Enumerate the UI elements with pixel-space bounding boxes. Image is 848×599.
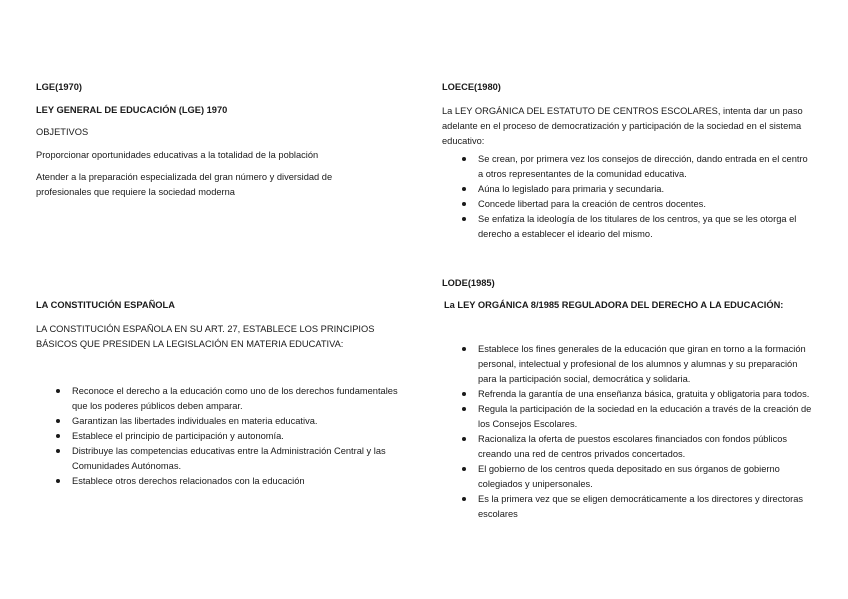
lge-paragraph: Atender a la preparación especializada del gran número y diversidad de profesionales que requiere la sociedad moderna xyxy=(36,172,333,197)
constitucion-section xyxy=(36,298,406,489)
lge-code: LGE(1970) xyxy=(36,82,82,92)
list-item: Se enfatiza la ideología de los titulares de los centros, ya que se les otorga el derecho a establecer el ideario del mismo. xyxy=(442,212,814,242)
list-item: Refrenda la garantía de una enseñanza básica, gratuita y obligatoria para todos. xyxy=(442,387,814,402)
constitucion-title: LA CONSTITUCIÓN ESPAÑOLA xyxy=(36,300,175,310)
lode-code: LODE(1985) xyxy=(442,278,495,288)
list-item: Concede libertad para la creación de centros docentes. xyxy=(442,197,814,212)
list-item: Establece otros derechos relacionados con la educación xyxy=(36,474,406,489)
constitucion-list xyxy=(36,384,406,489)
lge-section xyxy=(36,80,376,200)
list-item: Distribuye las competencias educativas entre la Administración Central y las Comunidades Autónomas. xyxy=(36,444,406,474)
lode-list xyxy=(442,342,814,522)
lode-section xyxy=(442,276,814,522)
lode-title: La LEY ORGÁNICA 8/1985 REGULADORA DEL DERECHO A LA EDUCACIÓN: xyxy=(444,300,784,310)
lge-paragraph: Proporcionar oportunidades educativas a la totalidad de la población xyxy=(36,150,319,160)
list-item: Regula la participación de la sociedad en la educación a través de la creación de los Consejos Escolares. xyxy=(442,402,814,432)
loece-list xyxy=(442,152,814,242)
list-item: Establece los fines generales de la educación que giran en torno a la formación personal, intelectual y profesional de los alumnos y alumnas y su preparación para la participación social, democrática y solidaria. xyxy=(442,342,814,387)
constitucion-intro: LA CONSTITUCIÓN ESPAÑOLA EN SU ART. 27, ESTABLECE LOS PRINCIPIOS BÁSICOS QUE PRESIDEN LA LEGISLACIÓN EN MATERIA EDUCATIVA: xyxy=(36,324,375,349)
lge-objectives-label: OBJETIVOS xyxy=(36,127,89,137)
list-item: Reconoce el derecho a la educación como uno de los derechos fundamentales que los poderes públicos deben amparar. xyxy=(36,384,406,414)
list-item: Es la primera vez que se eligen democráticamente a los directores y directoras escolares xyxy=(442,492,814,522)
list-item: Establece el principio de participación y autonomía. xyxy=(36,429,406,444)
list-item: Se crean, por primera vez los consejos de dirección, dando entrada en el centro a otros representantes de la comunidad educativa. xyxy=(442,152,814,182)
list-item: Garantizan las libertades individuales en materia educativa. xyxy=(36,414,406,429)
loece-code: LOECE(1980) xyxy=(442,82,501,92)
loece-section xyxy=(442,80,812,242)
list-item: El gobierno de los centros queda depositado en sus órganos de gobierno colegiados y unipersonales. xyxy=(442,462,814,492)
loece-intro: La LEY ORGÁNICA DEL ESTATUTO DE CENTROS ESCOLARES, intenta dar un paso adelante en el proceso de democratización y participación de la sociedad en el sistema educativo: xyxy=(442,106,803,146)
lge-name: LEY GENERAL DE EDUCACIÓN (LGE) 1970 xyxy=(36,105,228,115)
list-item: Aúna lo legislado para primaria y secundaria. xyxy=(442,182,814,197)
list-item: Racionaliza la oferta de puestos escolares financiados con fondos públicos creando una red de centros privados concertados. xyxy=(442,432,814,462)
